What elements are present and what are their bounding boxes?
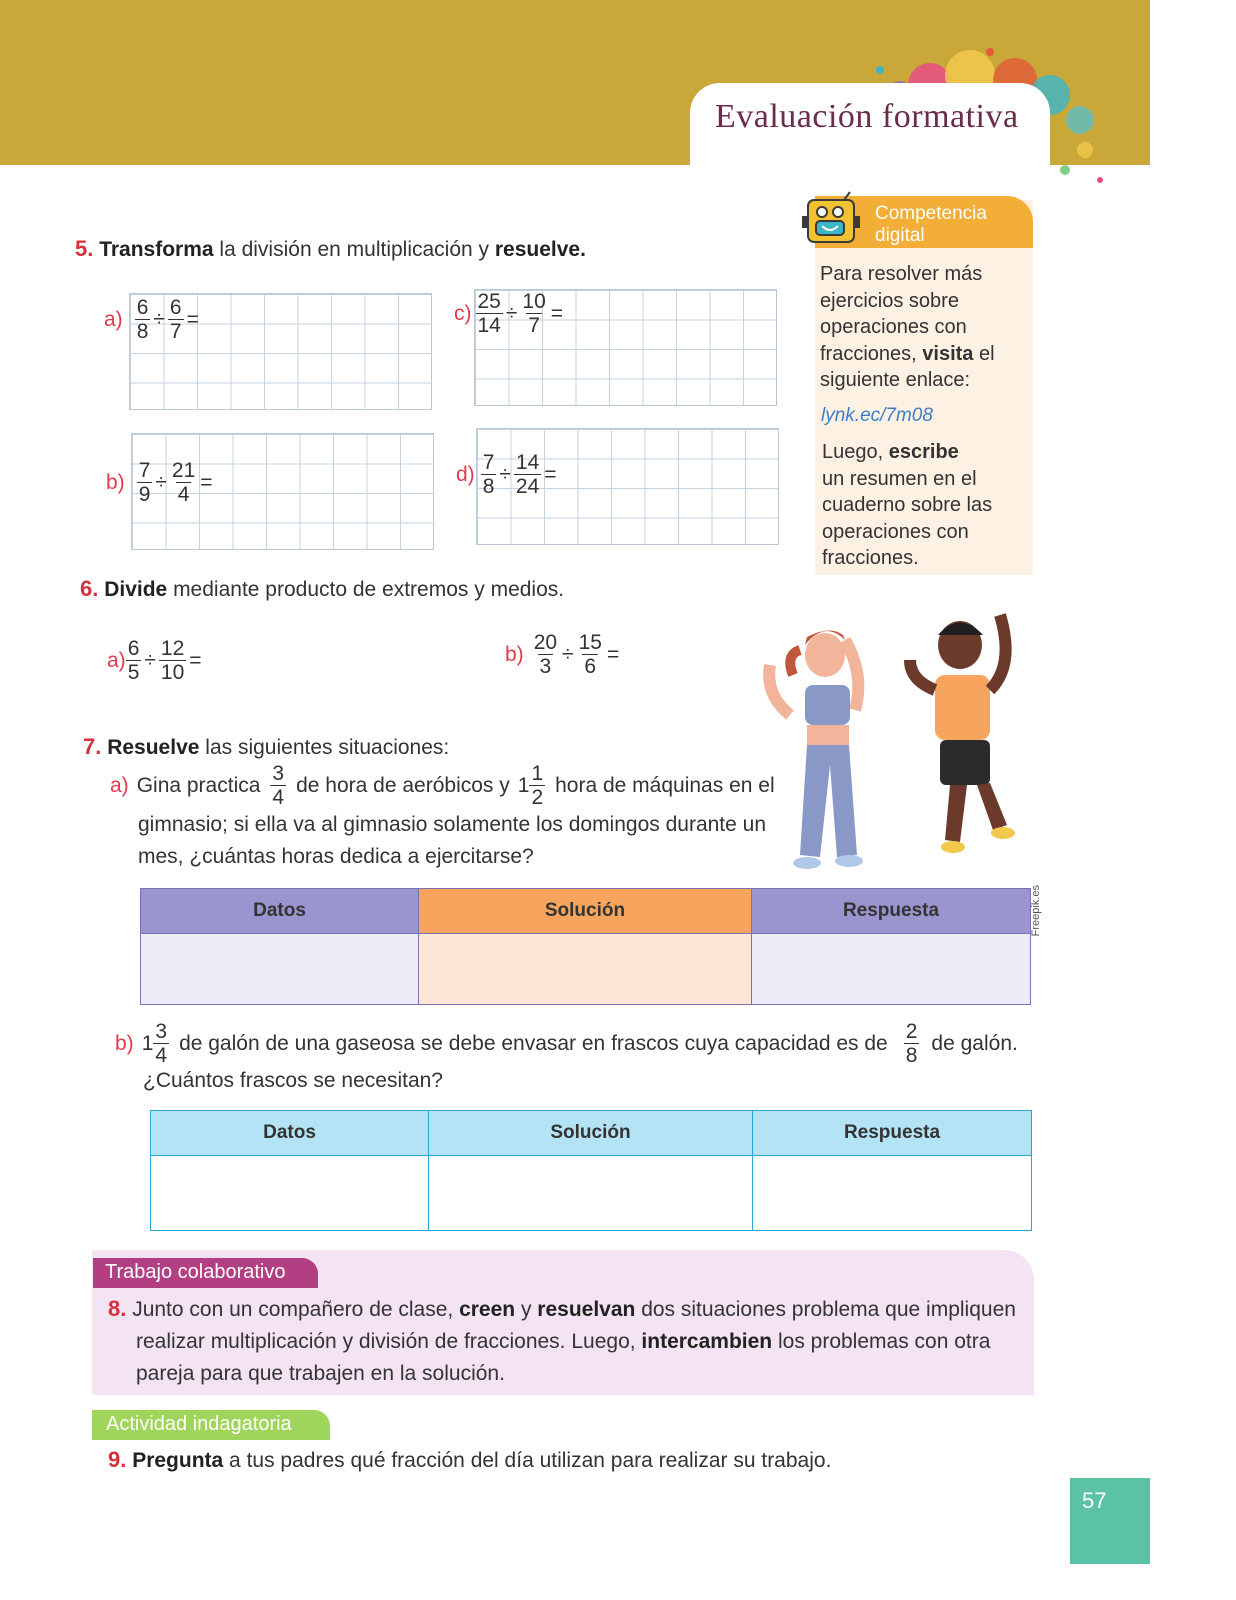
image-credit: Freepik.es [1030,885,1042,937]
fraction: $\frac{15}{6}$ [578,631,602,679]
collaborative-work-tag: Trabajo colaborativo [93,1258,318,1288]
question-6: 6. Divide mediante producto de extremos y medios. [80,576,565,601]
question-5: 5. Transforma la división en multiplicación y resuelve. [75,236,586,261]
fraction: $\frac{14}{24}$ [515,451,540,499]
digital-competence-text-2: Luego, escribe un resumen en el cuaderno sobre las operaciones con fracciones. [822,441,993,569]
question-7: 7. Resuelve las siguientes situaciones: [83,734,450,759]
fraction: $\frac{1}{2}$ [531,762,544,810]
expression-5c: c) $\frac{25}{14}$ ÷ $\frac{10}{7}$ = [454,290,564,338]
digital-competence-text: Para resolver más ejercicios sobre operaciones con fracciones, visita el siguiente enlace: [820,263,995,391]
solution-table-7a [140,888,1031,1005]
fraction: $\frac{7}{8}$ [482,451,495,499]
table-header-datos: Datos [141,889,419,934]
resource-link[interactable]: lynk.ec/7m08 [821,405,933,426]
problem-7a: a) Gina practica $\frac{3}{4}$ de hora de aeróbicos y 1 $\frac{1}{2}$ hora de máquinas en el gimnasio; si ella va al gimnasio solamente los domingos durante un mes, ¿cuántas horas dedica a ejercitarse? [110,762,775,869]
inquiry-activity-tag: Actividad indagatoria [92,1410,330,1440]
fraction: $\frac{6}{5}$ [127,637,140,685]
fraction: $\frac{6}{8}$ [136,296,149,344]
table-header-respuesta: Respuesta [753,1111,1032,1156]
expression-6b: b) $\frac{20}{3}$ ÷ $\frac{15}{6}$ = [505,631,620,679]
fraction: $\frac{20}{3}$ [533,631,558,679]
robot-icon [800,190,866,250]
table-header-respuesta: Respuesta [752,889,1031,934]
digital-competence-title: Competencia digital [875,203,987,246]
table-header-datos: Datos [151,1111,429,1156]
fraction: $\frac{12}{10}$ [160,637,185,685]
expression-6a: a) $\frac{6}{5}$ ÷ $\frac{12}{10}$ = [107,637,202,685]
fraction: $\frac{25}{14}$ [477,290,501,338]
answer-cell-datos[interactable] [151,1156,429,1231]
expression-5a: a) $\frac{6}{8}$ ÷ $\frac{6}{7}$ = [104,296,199,344]
page-number: 57 [1070,1478,1150,1564]
fraction: $\frac{3}{4}$ [272,762,285,810]
fraction: $\frac{10}{7}$ [522,290,546,338]
problem-7b: b) 1 $\frac{3}{4}$ de galón de una gaseosa se debe envasar en frascos cuya capacidad es de $\frac{2}{8}$ de galón. ¿Cuántos frascos se necesitan? [115,1020,1018,1093]
question-9: 9. Pregunta a tus padres qué fracción del día utilizan para realizar su trabajo. [108,1447,832,1472]
answer-cell-respuesta[interactable] [752,934,1031,1005]
answer-cell-solucion[interactable] [419,934,752,1005]
fraction: $\frac{7}{9}$ [138,459,151,507]
fraction: $\frac{3}{4}$ [155,1020,168,1068]
table-header-solucion: Solución [429,1111,753,1156]
question-8: 8. Junto con un compañero de clase, creen y resuelvan dos situaciones problema que impliquen realizar multiplicación y división de fracciones. Luego, intercambien los problemas con otra pareja para que trabajen en la solución. [108,1296,1016,1385]
expression-5b: b) $\frac{7}{9}$ ÷ $\frac{21}{4}$ = [106,459,213,507]
page-title: Evaluación formativa [715,98,1019,135]
fraction: $\frac{2}{8}$ [905,1020,918,1068]
answer-cell-solucion[interactable] [429,1156,753,1231]
solution-table-7b [150,1110,1032,1231]
expression-5d: d) $\frac{7}{8}$ ÷ $\frac{14}{24}$ = [456,451,557,499]
answer-cell-datos[interactable] [141,934,419,1005]
table-header-solucion: Solución [419,889,752,934]
fraction: $\frac{6}{7}$ [169,296,182,344]
page-margin [1150,0,1236,1600]
fraction: $\frac{21}{4}$ [171,459,196,507]
answer-cell-respuesta[interactable] [753,1156,1032,1231]
